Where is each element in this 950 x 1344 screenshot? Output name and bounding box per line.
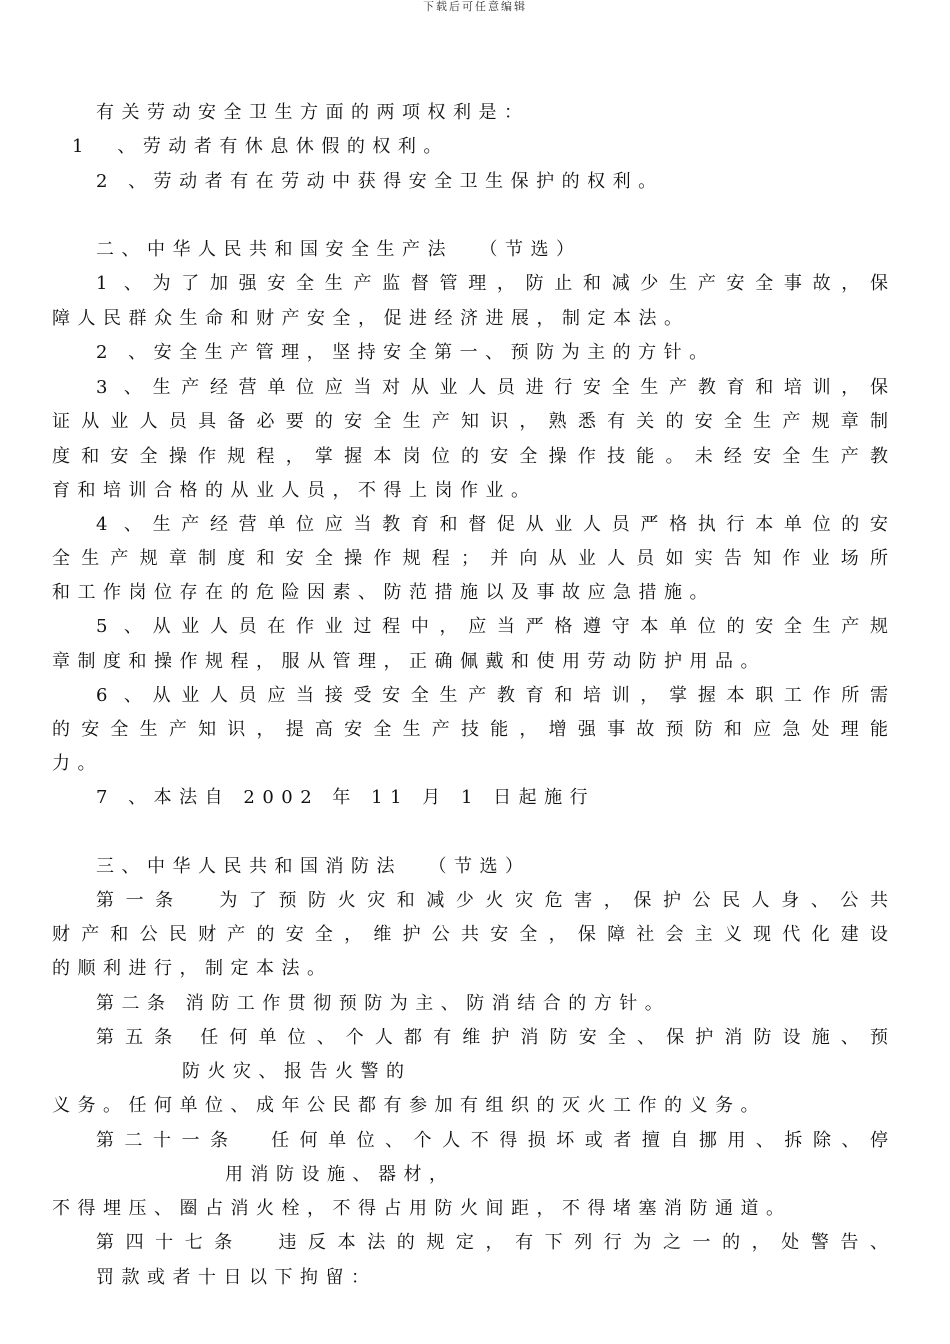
article-text: 防火灾、报告火警的 xyxy=(182,1061,412,1082)
section-3-heading: 三、中华人民共和国消防法 （节选） xyxy=(96,856,531,877)
article-text: 罚款或者十日以下拘留： xyxy=(96,1267,377,1288)
article-text: 6 、从业人员应当接受安全生产教育和培训，掌握本职工作所需 xyxy=(96,685,888,706)
article-text: 育和培训合格的从业人员，不得上岗作业。 xyxy=(52,480,537,501)
article-text: 3 、生产经营单位应当对从业人员进行安全生产教育和培训，保 xyxy=(96,377,888,398)
list-item-1: 1 、劳动者有休息休假的权利。 xyxy=(72,136,449,157)
article-text: 和工作岗位存在的危险因素、防范措施以及事故应急措施。 xyxy=(52,582,715,603)
article-text: 第一条 为了预防火灾和减少火灾危害，保护公民人身、公共 xyxy=(96,890,888,911)
article-text: 全生产规章制度和安全操作规程；并向从业人员如实告知作业场所 xyxy=(52,548,888,569)
article-text: 的安全生产知识，提高安全生产技能，增强事故预防和应急处理能 xyxy=(52,719,888,740)
article-text: 义务。任何单位、成年公民都有参加有组织的灭火工作的义务。 xyxy=(52,1095,766,1116)
article-text: 章制度和操作规程，服从管理，正确佩戴和使用劳动防护用品。 xyxy=(52,651,766,672)
article-text: 证从业人员具备必要的安全生产知识，熟悉有关的安全生产规章制 xyxy=(52,411,888,432)
article-text: 力。 xyxy=(52,753,103,774)
article-text: 7 、本法自 2002 年 11 月 1 日起施行 xyxy=(96,787,596,808)
article-text: 第四十七条 违反本法的规定，有下列行为之一的，处警告、 xyxy=(96,1232,888,1253)
article-text: 第五条 任何单位、个人都有维护消防安全、保护消防设施、预 xyxy=(96,1027,888,1048)
section-2-heading: 二、中华人民共和国安全生产法 （节选） xyxy=(96,239,582,260)
article-text: 2 、安全生产管理，坚持安全第一、预防为主的方针。 xyxy=(96,342,715,363)
article-text: 第二条 消防工作贯彻预防为主、防消结合的方针。 xyxy=(96,993,671,1014)
article-text: 用消防设施、器材， xyxy=(225,1164,455,1185)
article-text: 财产和公民财产的安全，维护公共安全，保障社会主义现代化建设 xyxy=(52,924,888,945)
article-text: 障人民群众生命和财产安全，促进经济进展，制定本法。 xyxy=(52,308,690,329)
article-text: 不得埋压、圈占消火栓，不得占用防火间距，不得堵塞消防通道。 xyxy=(52,1198,792,1219)
article-text: 的顺利进行，制定本法。 xyxy=(52,958,333,979)
page-header: 下载后可任意编辑 xyxy=(423,0,527,13)
article-text: 5 、从业人员在作业过程中，应当严格遵守本单位的安全生产规 xyxy=(96,616,888,637)
intro-line: 有关劳动安全卫生方面的两项权利是： xyxy=(96,102,530,123)
article-text: 4 、生产经营单位应当教育和督促从业人员严格执行本单位的安 xyxy=(96,514,888,535)
article-text: 度和安全操作规程，掌握本岗位的安全操作技能。未经安全生产教 xyxy=(52,446,888,467)
article-text: 第二十一条 任何单位、个人不得损坏或者擅自挪用、拆除、停 xyxy=(96,1130,888,1151)
list-item-2: 2 、劳动者有在劳动中获得安全卫生保护的权利。 xyxy=(96,171,664,192)
article-text: 1 、为了加强安全生产监督管理，防止和减少生产安全事故，保 xyxy=(96,273,888,294)
